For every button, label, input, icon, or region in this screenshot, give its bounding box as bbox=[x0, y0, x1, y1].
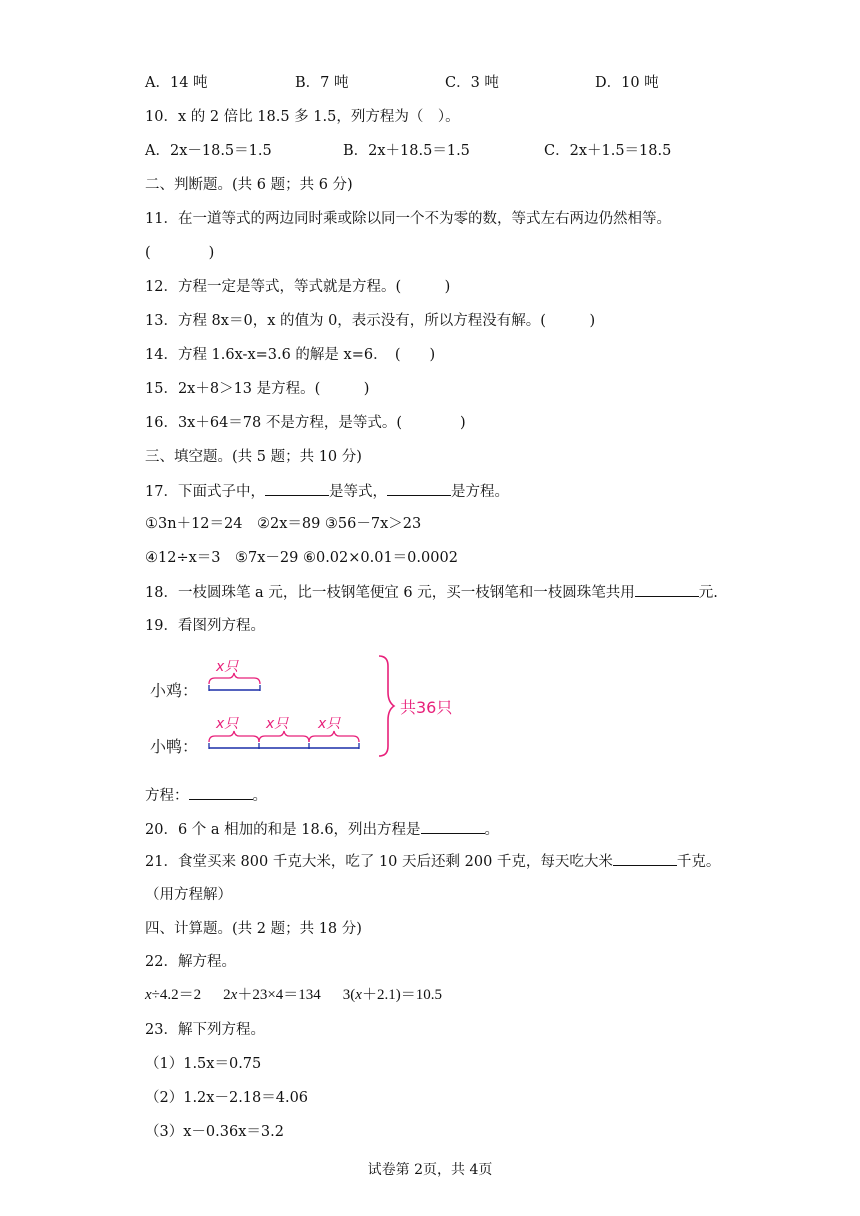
q10-stem: 10．x 的 2 倍比 18.5 多 1.5，列方程为（ ）。 bbox=[145, 109, 460, 125]
q20-stem bbox=[145, 819, 499, 840]
q14: 14．方程 1.6x-x=3.6 的解是 x=6． ( ) bbox=[145, 347, 436, 363]
q17-blank-2[interactable] bbox=[387, 481, 451, 496]
q22-eq-1: x÷4.2＝2 bbox=[145, 987, 202, 1003]
q9-option-c: C．3 吨 bbox=[445, 75, 499, 91]
q21-note: （用方程解） bbox=[145, 887, 232, 903]
q21-blank[interactable] bbox=[613, 851, 677, 866]
q17-row-2: ④12÷x＝3 ⑤7x－29 ⑥0.02×0.01＝0.0002 bbox=[145, 550, 458, 566]
q11: 11．在一道等式的两边同时乘或除以同一个不为零的数，等式左右两边仍然相等。 bbox=[145, 211, 671, 227]
q10-option-b: B．2x＋18.5＝1.5 bbox=[343, 143, 470, 159]
section4-title: 四、计算题。(共 2 题；共 18 分) bbox=[145, 921, 362, 937]
q17-post: 是方程。 bbox=[450, 484, 509, 500]
q10-option-c: C．2x＋1.5＝18.5 bbox=[544, 143, 672, 159]
duck-segment-label-1: x只 bbox=[216, 716, 239, 732]
q15: 15．2x＋8＞13 是方程。( ) bbox=[145, 381, 370, 397]
chick-label: 小鸡： bbox=[150, 681, 199, 700]
q23-stem: 23．解下列方程。 bbox=[145, 1022, 265, 1038]
duck-segment-label-3: x只 bbox=[318, 716, 341, 732]
q11-answer-paren: ( ) bbox=[145, 245, 215, 261]
duck-brace-1 bbox=[209, 731, 259, 742]
q20-pre: 20．6 个 a 相加的和是 18.6，列出方程是 bbox=[145, 822, 421, 838]
section2-title: 二、判断题。(共 6 题；共 6 分) bbox=[145, 177, 353, 193]
q21-post: 千克。 bbox=[676, 854, 721, 870]
total-label: 共36只 bbox=[400, 698, 453, 717]
q22-eq-2: 2x＋23×4＝134 bbox=[223, 987, 321, 1003]
total-brace bbox=[379, 656, 394, 756]
q23-item-3: （3）x－0.36x＝3.2 bbox=[145, 1124, 284, 1140]
q19-answer bbox=[145, 785, 267, 806]
q18-blank[interactable] bbox=[635, 582, 699, 597]
q19-answer-pre: 方程： bbox=[145, 788, 189, 804]
q23-item-1: （1）1.5x＝0.75 bbox=[145, 1056, 262, 1072]
q10-option-a: A．2x－18.5＝1.5 bbox=[145, 143, 272, 159]
q22-eq-3: 3(x＋2.1)＝10.5 bbox=[342, 987, 442, 1003]
q18-post: 元. bbox=[698, 585, 718, 601]
q16: 16．3x＋64＝78 不是方程，是等式。( ) bbox=[145, 415, 466, 431]
q17-mid: 是等式， bbox=[328, 484, 387, 500]
duck-segment-label-2: x只 bbox=[266, 716, 289, 732]
q21-stem bbox=[145, 851, 720, 872]
q13: 13．方程 8x＝0，x 的值为 0，表示没有，所以方程没有解。( ) bbox=[145, 313, 596, 329]
q17-pre: 17．下面式子中， bbox=[145, 484, 265, 500]
q19-answer-post: 。 bbox=[252, 788, 267, 804]
duck-label: 小鸭： bbox=[150, 737, 199, 756]
q9-option-d: D．10 吨 bbox=[595, 75, 659, 91]
q18-pre: 18．一枝圆珠笔 a 元，比一枝钢笔便宜 6 元，买一枝钢笔和一枝圆珠笔共用 bbox=[145, 585, 635, 601]
section3-title: 三、填空题。(共 5 题；共 10 分) bbox=[145, 449, 362, 465]
page-footer: 试卷第 2页，共 4页 bbox=[367, 1162, 493, 1178]
q20-blank[interactable] bbox=[421, 819, 485, 834]
q9-option-b: B．7 吨 bbox=[295, 75, 349, 91]
duck-brace-3 bbox=[309, 731, 359, 742]
q21-pre: 21．食堂买来 800 千克大米，吃了 10 天后还剩 200 千克，每天吃大米 bbox=[145, 854, 613, 870]
q19-diagram bbox=[148, 652, 468, 762]
q17-stem bbox=[145, 481, 509, 502]
q17-row-1: ①3n＋12＝24 ②2x＝89 ③56－7x＞23 bbox=[145, 516, 422, 532]
q22-stem: 22．解方程。 bbox=[145, 954, 236, 970]
q9-option-a: A．14 吨 bbox=[145, 75, 208, 91]
q23-item-2: （2）1.2x－2.18＝4.06 bbox=[145, 1090, 309, 1106]
chick-segment-label: x只 bbox=[216, 659, 239, 675]
q22-equations bbox=[145, 985, 442, 1005]
q19-blank[interactable] bbox=[189, 785, 253, 800]
q19-stem: 19．看图列方程。 bbox=[145, 618, 265, 634]
q20-post: 。 bbox=[484, 822, 500, 838]
duck-brace-2 bbox=[259, 731, 309, 742]
q12: 12．方程一定是等式，等式就是方程。( ) bbox=[145, 279, 451, 295]
q17-blank-1[interactable] bbox=[265, 481, 329, 496]
q18-stem bbox=[145, 582, 718, 603]
